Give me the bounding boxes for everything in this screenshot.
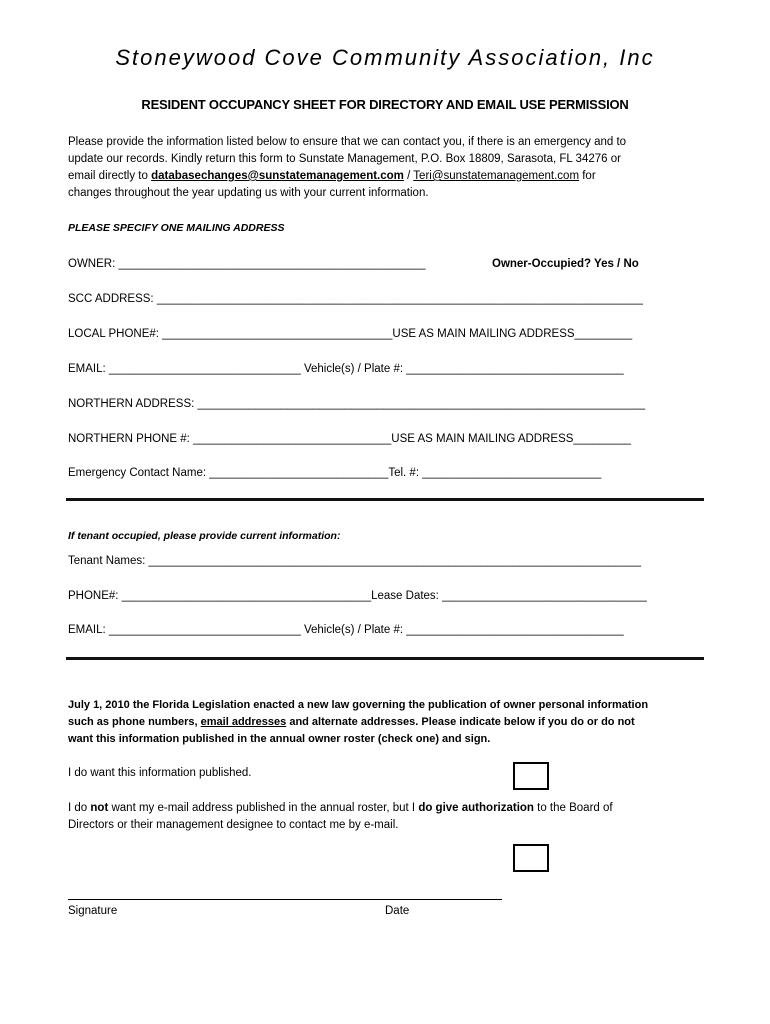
opt2-c: to the Board of [533, 802, 613, 814]
legislation-line-2 [68, 714, 635, 732]
opt2-not: not [90, 802, 109, 814]
opt2-auth: do give authorization [418, 802, 534, 814]
no-publish-checkbox[interactable] [513, 844, 549, 872]
tenant-email-vehicle-field[interactable]: EMAIL: ______________________________ Vehicle(s) / Plate #: __________________________________ [68, 624, 624, 636]
mailing-heading: PLEASE SPECIFY ONE MAILING ADDRESS [68, 222, 285, 234]
section-divider [66, 657, 704, 660]
tenant-heading: If tenant occupied, please provide current information: [68, 530, 341, 542]
email-addresses-text: email addresses [200, 716, 287, 728]
intro-line-4: changes throughout the year updating us with your current information. [68, 187, 429, 199]
signature-line[interactable] [68, 899, 502, 900]
form-subtitle: RESIDENT OCCUPANCY SHEET FOR DIRECTORY AND EMAIL USE PERMISSION [141, 97, 629, 112]
no-publish-option-label [68, 802, 613, 814]
association-title: Stoneywood Cove Community Association, Inc [115, 45, 655, 70]
tenant-names-field[interactable]: Tenant Names: _____________________________________________________________________________ [68, 555, 642, 567]
intro-suffix: for [579, 170, 596, 182]
opt2-b: want my e-mail address published in the annual roster, but I [108, 802, 419, 814]
database-changes-email-link[interactable]: databasechanges@sunstatemanagement.com [151, 170, 404, 182]
intro-prefix: email directly to [68, 170, 152, 182]
legislation-line-3: want this information published in the annual owner roster (check one) and sign. [68, 733, 491, 745]
legislation-prefix: such as phone numbers, [68, 716, 201, 728]
emergency-contact-field[interactable]: Emergency Contact Name: ____________________________Tel. #: ____________________________ [68, 467, 602, 479]
publish-option-label: I do want this information published. [68, 767, 252, 779]
signature-label: Signature [68, 905, 118, 917]
owner-occupied-choice[interactable]: Owner-Occupied? Yes / No [492, 258, 639, 270]
local-phone-field[interactable]: LOCAL PHONE#: ____________________________________USE AS MAIN MAILING ADDRESS_________ [68, 328, 633, 340]
email-vehicle-field[interactable]: EMAIL: ______________________________ Vehicle(s) / Plate #: __________________________________ [68, 363, 624, 375]
no-publish-option-label-2: Directors or their management designee to contact me by e-mail. [68, 819, 399, 831]
scc-address-field[interactable]: SCC ADDRESS: ____________________________________________________________________________ [68, 293, 643, 305]
date-label: Date [385, 905, 410, 917]
tenant-phone-lease-field[interactable]: PHONE#: _______________________________________Lease Dates: ________________________________ [68, 590, 647, 602]
publish-checkbox[interactable] [513, 762, 549, 790]
teri-email-link[interactable]: Teri@sunstatemanagement.com [413, 170, 580, 182]
intro-line-3 [68, 168, 596, 186]
legislation-line-1: July 1, 2010 the Florida Legislation enacted a new law governing the publication of owner personal information [68, 699, 649, 711]
intro-line-1: Please provide the information listed below to ensure that we can contact you, if there is an emergency and to [68, 136, 627, 148]
legislation-suffix: and alternate addresses. Please indicate below if you do or do not [286, 716, 635, 728]
northern-address-field[interactable]: NORTHERN ADDRESS: ______________________________________________________________________ [68, 398, 646, 410]
northern-phone-field[interactable]: NORTHERN PHONE #: _______________________________USE AS MAIN MAILING ADDRESS_________ [68, 433, 631, 445]
owner-field[interactable]: OWNER: ________________________________________________ [68, 258, 426, 270]
opt2-a: I do [68, 802, 91, 814]
email-separator: / [403, 170, 414, 182]
intro-line-2: update our records. Kindly return this form to Sunstate Management, P.O. Box 18809, Sarasota, FL 34276 or [68, 153, 621, 165]
section-divider [66, 498, 704, 501]
